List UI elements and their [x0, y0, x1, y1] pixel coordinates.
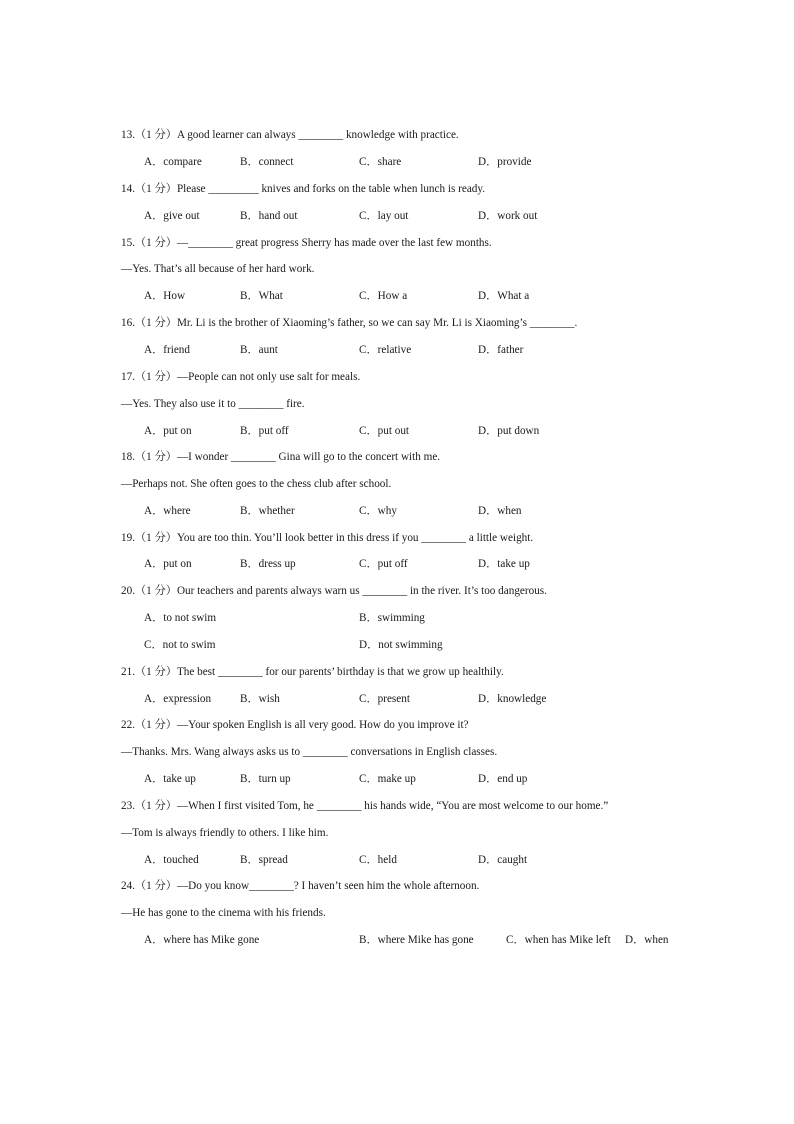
question-15-stem: 15.（1 分）—________ great progress Sherry has made over the last few months. — [121, 237, 492, 249]
option-b: B．where Mike has gone — [359, 934, 474, 946]
question-17-options — [144, 424, 704, 438]
question-21-options — [144, 692, 704, 706]
option-b: B．turn up — [240, 773, 291, 785]
option-a: A．How — [144, 290, 186, 302]
question-24-reply: —He has gone to the cinema with his friends. — [121, 907, 326, 919]
option-d: D．work out — [478, 210, 538, 222]
option-c: C．put out — [359, 425, 410, 437]
option-c: C．held — [359, 854, 397, 866]
question-23-reply: —Tom is always friendly to others. I like him. — [121, 827, 329, 839]
option-a: A．where has Mike gone — [144, 934, 260, 946]
option-d: D．end up — [478, 773, 528, 785]
option-b: B．aunt — [240, 344, 278, 356]
option-a: A．expression — [144, 693, 212, 705]
question-14-options — [144, 209, 704, 223]
option-a: A．take up — [144, 773, 196, 785]
option-d: D．put down — [478, 425, 540, 437]
option-b: B．wish — [240, 693, 280, 705]
option-c: C．not to swim — [144, 639, 216, 651]
question-20-options-row-2 — [144, 638, 704, 652]
question-13-stem: 13.（1 分）A good learner can always ________ knowledge with practice. — [121, 129, 459, 141]
question-18-reply: —Perhaps not. She often goes to the chess club after school. — [121, 478, 392, 490]
option-d: D．when — [478, 505, 522, 517]
option-b: B．connect — [240, 156, 294, 168]
option-b: B．spread — [240, 854, 288, 866]
option-c: C．put off — [359, 558, 408, 570]
question-17-stem: 17.（1 分）—People can not only use salt for meals. — [121, 371, 361, 383]
option-a: A．touched — [144, 854, 199, 866]
option-c: C．when has Mike left — [506, 934, 611, 946]
option-d: D．when — [625, 934, 669, 946]
question-15-options — [144, 289, 704, 303]
option-d: D．not swimming — [359, 639, 443, 651]
question-20-options-row-1 — [144, 611, 704, 625]
question-17-reply: —Yes. They also use it to ________ fire. — [121, 398, 305, 410]
option-c: C．relative — [359, 344, 412, 356]
question-23-stem: 23.（1 分）—When I first visited Tom, he ________ his hands wide, “You are most welcome to our home.” — [121, 800, 609, 812]
question-18-stem: 18.（1 分）—I wonder ________ Gina will go to the concert with me. — [121, 451, 441, 463]
option-d: D．provide — [478, 156, 532, 168]
option-c: C．present — [359, 693, 410, 705]
question-19-options — [144, 557, 704, 571]
option-b: B．hand out — [240, 210, 298, 222]
question-22-stem: 22.（1 分）—Your spoken English is all very good. How do you improve it? — [121, 719, 469, 731]
option-a: A．put on — [144, 425, 192, 437]
option-a: A．friend — [144, 344, 190, 356]
option-c: C．why — [359, 505, 397, 517]
question-22-options — [144, 772, 704, 786]
option-c: C．How a — [359, 290, 408, 302]
question-18-options — [144, 504, 704, 518]
option-b: B．swimming — [359, 612, 425, 624]
question-21-stem: 21.（1 分）The best ________ for our parents’ birthday is that we grow up healthily. — [121, 666, 504, 678]
option-c: C．make up — [359, 773, 416, 785]
question-24-options — [144, 933, 704, 947]
option-d: D．take up — [478, 558, 530, 570]
question-23-options — [144, 853, 704, 867]
option-c: C．lay out — [359, 210, 409, 222]
option-a: A．give out — [144, 210, 200, 222]
question-24-stem: 24.（1 分）—Do you know________? I haven’t seen him the whole afternoon. — [121, 880, 480, 892]
question-13-options — [144, 155, 704, 169]
question-14-stem: 14.（1 分）Please _________ knives and forks on the table when lunch is ready. — [121, 183, 486, 195]
option-b: B．put off — [240, 425, 289, 437]
option-b: B．whether — [240, 505, 295, 517]
question-16-stem: 16.（1 分）Mr. Li is the brother of Xiaoming’s father, so we can say Mr. Li is Xiaoming’s ________. — [121, 317, 578, 329]
option-d: D．caught — [478, 854, 528, 866]
question-16-options — [144, 343, 704, 357]
option-a: A．put on — [144, 558, 192, 570]
question-19-stem: 19.（1 分）You are too thin. You’ll look better in this dress if you ________ a little weight. — [121, 532, 534, 544]
option-d: D．knowledge — [478, 693, 547, 705]
option-b: B．What — [240, 290, 283, 302]
option-a: A．compare — [144, 156, 202, 168]
option-b: B．dress up — [240, 558, 296, 570]
option-d: D．father — [478, 344, 524, 356]
question-22-reply: —Thanks. Mrs. Wang always asks us to ________ conversations in English classes. — [121, 746, 498, 758]
option-a: A．to not swim — [144, 612, 217, 624]
question-20-stem: 20.（1 分）Our teachers and parents always warn us ________ in the river. It’s too dangerous. — [121, 585, 547, 597]
option-d: D．What a — [478, 290, 530, 302]
question-15-reply: —Yes. That’s all because of her hard work. — [121, 263, 315, 275]
option-a: A．where — [144, 505, 191, 517]
option-c: C．share — [359, 156, 402, 168]
